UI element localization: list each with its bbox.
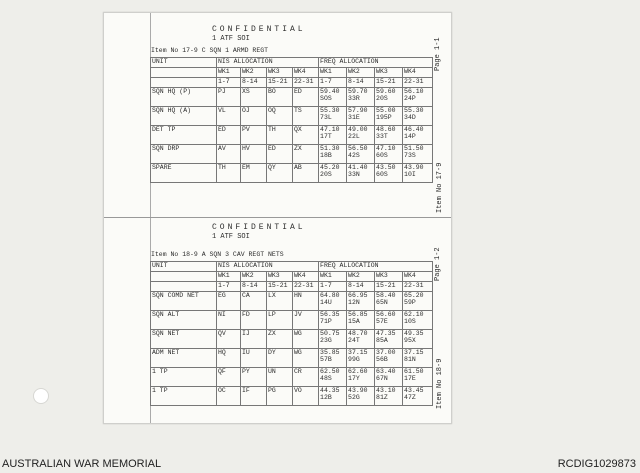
freq-cell: 41.40 33N bbox=[347, 164, 375, 183]
range-header: 1-7 bbox=[217, 282, 241, 292]
freq-cell: 55.30 73L bbox=[319, 107, 347, 126]
nis-cell: VO bbox=[293, 387, 319, 406]
table-row bbox=[151, 368, 433, 387]
range-header: 15-21 bbox=[267, 78, 293, 88]
week-header: WK2 bbox=[347, 68, 375, 78]
punch-hole bbox=[33, 388, 49, 404]
blank-cell bbox=[151, 272, 217, 282]
week-header: WK3 bbox=[375, 272, 403, 282]
week-header: WK2 bbox=[241, 272, 267, 282]
freq-cell: 66.95 12N bbox=[347, 292, 375, 311]
nis-header: NIS ALLOCATION bbox=[217, 262, 319, 272]
freq-cell: 45.20 20S bbox=[319, 164, 347, 183]
footer-id: RCDIG1029873 bbox=[557, 458, 636, 470]
freq-cell: 65.20 59P bbox=[403, 292, 433, 311]
unit-cell: SQN HQ (A) bbox=[151, 107, 217, 126]
nis-cell: ED bbox=[293, 88, 319, 107]
freq-cell: 62.50 48S bbox=[319, 368, 347, 387]
nis-cell: TH bbox=[267, 126, 293, 145]
nis-cell: LP bbox=[267, 311, 293, 330]
unit-cell: DET TP bbox=[151, 126, 217, 145]
range-header: 22-31 bbox=[293, 78, 319, 88]
range-header: 1-7 bbox=[217, 78, 241, 88]
nis-cell: NI bbox=[217, 311, 241, 330]
confidential-heading: CONFIDENTIAL bbox=[212, 223, 306, 232]
freq-cell: 59.70 33R bbox=[347, 88, 375, 107]
nis-cell: OQ bbox=[267, 107, 293, 126]
nis-cell: AV bbox=[217, 145, 241, 164]
blank-cell bbox=[151, 282, 217, 292]
range-header: 15-21 bbox=[375, 78, 403, 88]
week-header: WK3 bbox=[267, 68, 293, 78]
week-header: WK1 bbox=[319, 68, 347, 78]
subtitle: 1 ATF SOI bbox=[212, 35, 250, 43]
nis-cell: HV bbox=[241, 145, 267, 164]
range-header: 15-21 bbox=[267, 282, 293, 292]
freq-cell: 47.10 17T bbox=[319, 126, 347, 145]
nis-cell: TH bbox=[217, 164, 241, 183]
freq-cell: 37.15 99G bbox=[347, 349, 375, 368]
table-row bbox=[151, 88, 433, 107]
nis-cell: EM bbox=[241, 164, 267, 183]
table-row bbox=[151, 164, 433, 183]
table-row bbox=[151, 126, 433, 145]
freq-cell: 51.50 73S bbox=[403, 145, 433, 164]
week-header: WK4 bbox=[403, 272, 433, 282]
unit-cell: SQN NET bbox=[151, 330, 217, 349]
week-header: WK2 bbox=[347, 272, 375, 282]
week-header: WK3 bbox=[267, 272, 293, 282]
freq-cell: 59.60 20S bbox=[375, 88, 403, 107]
nis-cell: ED bbox=[217, 126, 241, 145]
unit-cell: SPARE bbox=[151, 164, 217, 183]
section-divider bbox=[104, 217, 451, 218]
nis-cell: QV bbox=[217, 330, 241, 349]
nis-cell: BO bbox=[267, 88, 293, 107]
table-row bbox=[151, 292, 433, 311]
nis-cell: ED bbox=[267, 145, 293, 164]
range-header: 8-14 bbox=[347, 282, 375, 292]
week-header: WK1 bbox=[217, 68, 241, 78]
nis-cell: ZX bbox=[293, 145, 319, 164]
item-heading: Item No 18-9 A SQN 3 CAV REGT NETS bbox=[151, 251, 284, 258]
range-header: 8-14 bbox=[241, 78, 267, 88]
freq-cell: 47.10 60S bbox=[375, 145, 403, 164]
freq-cell: 49.00 22L bbox=[347, 126, 375, 145]
week-header: WK1 bbox=[217, 272, 241, 282]
footer-source: AUSTRALIAN WAR MEMORIAL bbox=[2, 458, 162, 470]
nis-cell: CA bbox=[241, 292, 267, 311]
blank-cell bbox=[151, 78, 217, 88]
freq-cell: 44.35 12B bbox=[319, 387, 347, 406]
week-header: WK3 bbox=[375, 68, 403, 78]
nis-cell: CR bbox=[293, 368, 319, 387]
freq-cell: 37.15 81N bbox=[403, 349, 433, 368]
freq-cell: 64.80 14U bbox=[319, 292, 347, 311]
unit-cell: SQN HQ (P) bbox=[151, 88, 217, 107]
freq-cell: 58.40 65N bbox=[375, 292, 403, 311]
unit-header: UNIT bbox=[151, 58, 217, 68]
freq-cell: 47.35 85A bbox=[375, 330, 403, 349]
nis-cell: VL bbox=[217, 107, 241, 126]
page-label: Page 1-1 bbox=[434, 37, 442, 71]
nis-cell: JV bbox=[293, 311, 319, 330]
nis-cell: FD bbox=[241, 311, 267, 330]
item-heading: Item No 17-9 C SQN 1 ARMD REGT bbox=[151, 47, 269, 54]
table-row bbox=[151, 107, 433, 126]
freq-cell: 63.40 67N bbox=[375, 368, 403, 387]
range-header: 1-7 bbox=[319, 282, 347, 292]
week-header: WK4 bbox=[293, 68, 319, 78]
nis-cell: QX bbox=[293, 126, 319, 145]
week-header: WK4 bbox=[293, 272, 319, 282]
nis-cell: WG bbox=[293, 349, 319, 368]
freq-cell: 55.00 195P bbox=[375, 107, 403, 126]
nis-cell: IF bbox=[241, 387, 267, 406]
freq-cell: 50.75 23G bbox=[319, 330, 347, 349]
freq-cell: 55.30 34D bbox=[403, 107, 433, 126]
freq-cell: 56.35 71P bbox=[319, 311, 347, 330]
table-row bbox=[151, 330, 433, 349]
nis-cell: LX bbox=[267, 292, 293, 311]
nis-cell: AB bbox=[293, 164, 319, 183]
week-header: WK2 bbox=[241, 68, 267, 78]
freq-cell: 56.60 57E bbox=[375, 311, 403, 330]
table-row bbox=[151, 145, 433, 164]
freq-cell: 56.85 15A bbox=[347, 311, 375, 330]
unit-header: UNIT bbox=[151, 262, 217, 272]
freq-cell: 51.30 18B bbox=[319, 145, 347, 164]
freq-cell: 37.00 56B bbox=[375, 349, 403, 368]
freq-cell: 57.90 31E bbox=[347, 107, 375, 126]
range-header: 22-31 bbox=[403, 78, 433, 88]
range-header: 1-7 bbox=[319, 78, 347, 88]
table-row bbox=[151, 387, 433, 406]
range-header: 8-14 bbox=[241, 282, 267, 292]
nis-cell: PJ bbox=[217, 88, 241, 107]
range-header: 22-31 bbox=[293, 282, 319, 292]
blank-cell bbox=[151, 68, 217, 78]
item-label-vertical: Item No 17-9 bbox=[436, 162, 444, 213]
nis-cell: IU bbox=[241, 349, 267, 368]
nis-cell: OJ bbox=[241, 107, 267, 126]
freq-cell: 35.85 57B bbox=[319, 349, 347, 368]
freq-cell: 43.10 81Z bbox=[375, 387, 403, 406]
allocation-table bbox=[150, 261, 433, 406]
nis-cell: PV bbox=[241, 126, 267, 145]
table-row bbox=[151, 349, 433, 368]
range-header: 22-31 bbox=[403, 282, 433, 292]
freq-cell: 43.90 52G bbox=[347, 387, 375, 406]
nis-cell: EG bbox=[217, 292, 241, 311]
freq-cell: 61.50 17E bbox=[403, 368, 433, 387]
freq-cell: 43.45 47Z bbox=[403, 387, 433, 406]
freq-cell: 48.70 24T bbox=[347, 330, 375, 349]
range-header: 15-21 bbox=[375, 282, 403, 292]
nis-cell: PG bbox=[267, 387, 293, 406]
nis-cell: TS bbox=[293, 107, 319, 126]
freq-cell: 43.90 10I bbox=[403, 164, 433, 183]
nis-cell: DY bbox=[267, 349, 293, 368]
unit-cell: SQN ALT bbox=[151, 311, 217, 330]
nis-cell: WG bbox=[293, 330, 319, 349]
page-label: Page 1-2 bbox=[434, 247, 442, 281]
freq-cell: 46.40 14P bbox=[403, 126, 433, 145]
unit-cell: 1 TP bbox=[151, 368, 217, 387]
nis-cell: IJ bbox=[241, 330, 267, 349]
unit-cell: 1 TP bbox=[151, 387, 217, 406]
freq-cell: 43.50 60S bbox=[375, 164, 403, 183]
item-label-vertical: Item No 18-9 bbox=[436, 358, 444, 409]
freq-cell: 56.50 42S bbox=[347, 145, 375, 164]
nis-cell: PY bbox=[241, 368, 267, 387]
range-header: 8-14 bbox=[347, 78, 375, 88]
freq-cell: 49.35 95X bbox=[403, 330, 433, 349]
week-header: WK4 bbox=[403, 68, 433, 78]
nis-cell: QF bbox=[217, 368, 241, 387]
freq-cell: 59.40 SOS bbox=[319, 88, 347, 107]
allocation-table bbox=[150, 57, 433, 183]
freq-cell: 56.10 24P bbox=[403, 88, 433, 107]
nis-cell: OC bbox=[217, 387, 241, 406]
freq-cell: 48.60 33T bbox=[375, 126, 403, 145]
table-row bbox=[151, 311, 433, 330]
freq-header: FREQ ALLOCATION bbox=[319, 262, 433, 272]
nis-cell: HN bbox=[293, 292, 319, 311]
unit-cell: ADM NET bbox=[151, 349, 217, 368]
freq-cell: 62.60 17Y bbox=[347, 368, 375, 387]
subtitle: 1 ATF SOI bbox=[212, 233, 250, 241]
document-page bbox=[103, 12, 452, 424]
nis-cell: ZX bbox=[267, 330, 293, 349]
unit-cell: SQN COMD NET bbox=[151, 292, 217, 311]
freq-cell: 62.10 10S bbox=[403, 311, 433, 330]
unit-cell: SQN DRP bbox=[151, 145, 217, 164]
freq-header: FREQ ALLOCATION bbox=[319, 58, 433, 68]
nis-cell: UN bbox=[267, 368, 293, 387]
nis-cell: QY bbox=[267, 164, 293, 183]
confidential-heading: CONFIDENTIAL bbox=[212, 25, 306, 34]
nis-cell: XS bbox=[241, 88, 267, 107]
week-header: WK1 bbox=[319, 272, 347, 282]
nis-cell: HQ bbox=[217, 349, 241, 368]
nis-header: NIS ALLOCATION bbox=[217, 58, 319, 68]
